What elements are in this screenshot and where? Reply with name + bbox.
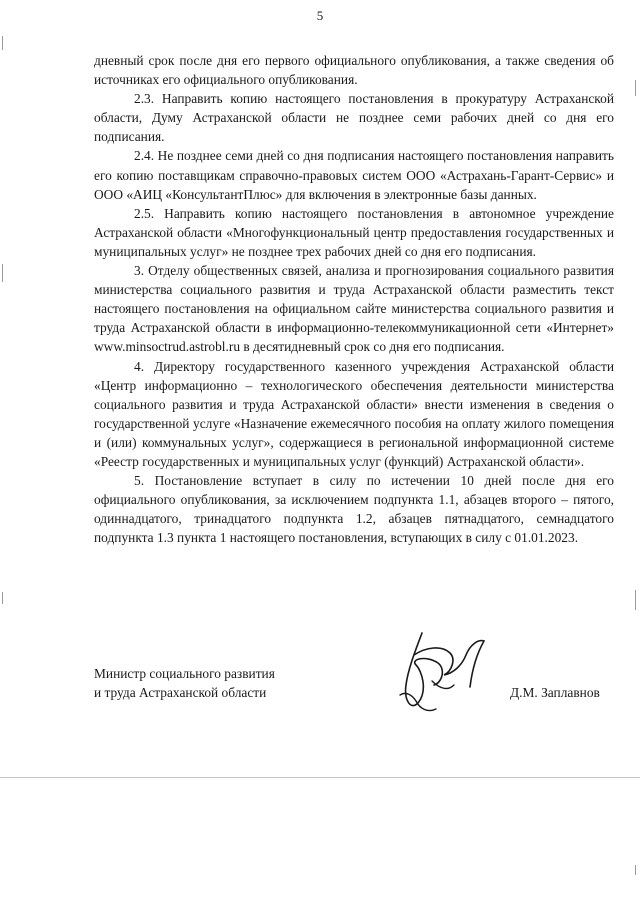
scan-edge-mark-right-2: [635, 590, 636, 610]
scan-edge-mark-right-1: [635, 80, 636, 96]
paragraph-2-4: 2.4. Не позднее семи дней со дня подписания настоящего постановления направить его копию поставщикам справочно-правовых систем ООО «Астрахань-Гарант-Сервис» и ООО «АИЦ «КонсультантПлюс» для включения в электронные базы данных.: [94, 148, 614, 202]
paragraph-2-3: 2.3. Направить копию настоящего постановления в прокуратуру Астраханской области, Думу Астраханской области не позднее семи рабочих дней со дня его подписания.: [94, 91, 614, 145]
scan-edge-mark-left-2: [2, 264, 3, 282]
document-body: [94, 51, 614, 547]
signer-position: [94, 664, 324, 702]
signer-position-line-2: и труда Астраханской области: [94, 685, 267, 701]
signer-position-line-1: Министр социального развития: [94, 666, 275, 681]
page-number: 5: [316, 8, 324, 23]
paragraph-2-5: 2.5. Направить копию настоящего постановления в автономное учреждение Астраханской области «Многофункциональный центр предоставления государственных и муниципальных услуг» не позднее трех рабочих дней со дня его подписания.: [94, 205, 614, 259]
scan-edge-mark-right-3: [635, 865, 636, 875]
scan-edge-mark-left-1: [2, 36, 3, 50]
paragraph-5: 5. Постановление вступает в силу по истечении 10 дней после дня его официального опубликования, за исключением подпункта 1.1, абзацев второго – пятого, одиннадцатого, тринадцатого подпункта 1.2, абзацев пятнадцатого, семнадцатого подпункта 1.3 пункта 1 настоящего постановления, вступающих в силу с 01.01.2023.: [94, 473, 614, 546]
scan-edge-line-bottom: [0, 777, 640, 778]
scan-edge-mark-left-3: [2, 592, 3, 604]
handwritten-signature: [392, 625, 502, 720]
paragraph-4: 4. Директору государственного казенного учреждения Астраханской области «Центр информационно – технологического обеспечения деятельности министерства социального развития и труда Астраханской области» внести изменения в сведения о государственной услуге «Назначение ежемесячного пособия на оплату жилого помещения и (или) коммунальных услуг», содержащиеся в региональной информационной системе «Реестр государственных и муниципальных услуг (функций) Астраханской области».: [94, 358, 614, 469]
paragraph-3: 3. Отделу общественных связей, анализа и прогнозирования социального развития министерства социального развития и труда Астраханской области разместить текст настоящего постановления на официальном сайте министерства социального развития и труда Астраханской области в информационно-телекоммуникационной сети «Интернет» www.minsoctrud.astrobl.ru в десятидневный срок со дня его подписания.: [94, 263, 614, 355]
signer-name: Д.М. Заплавнов: [510, 685, 600, 700]
paragraph-continuation: дневный срок после дня его первого официального опубликования, а также сведения об источниках его официального опубликования.: [94, 53, 614, 88]
